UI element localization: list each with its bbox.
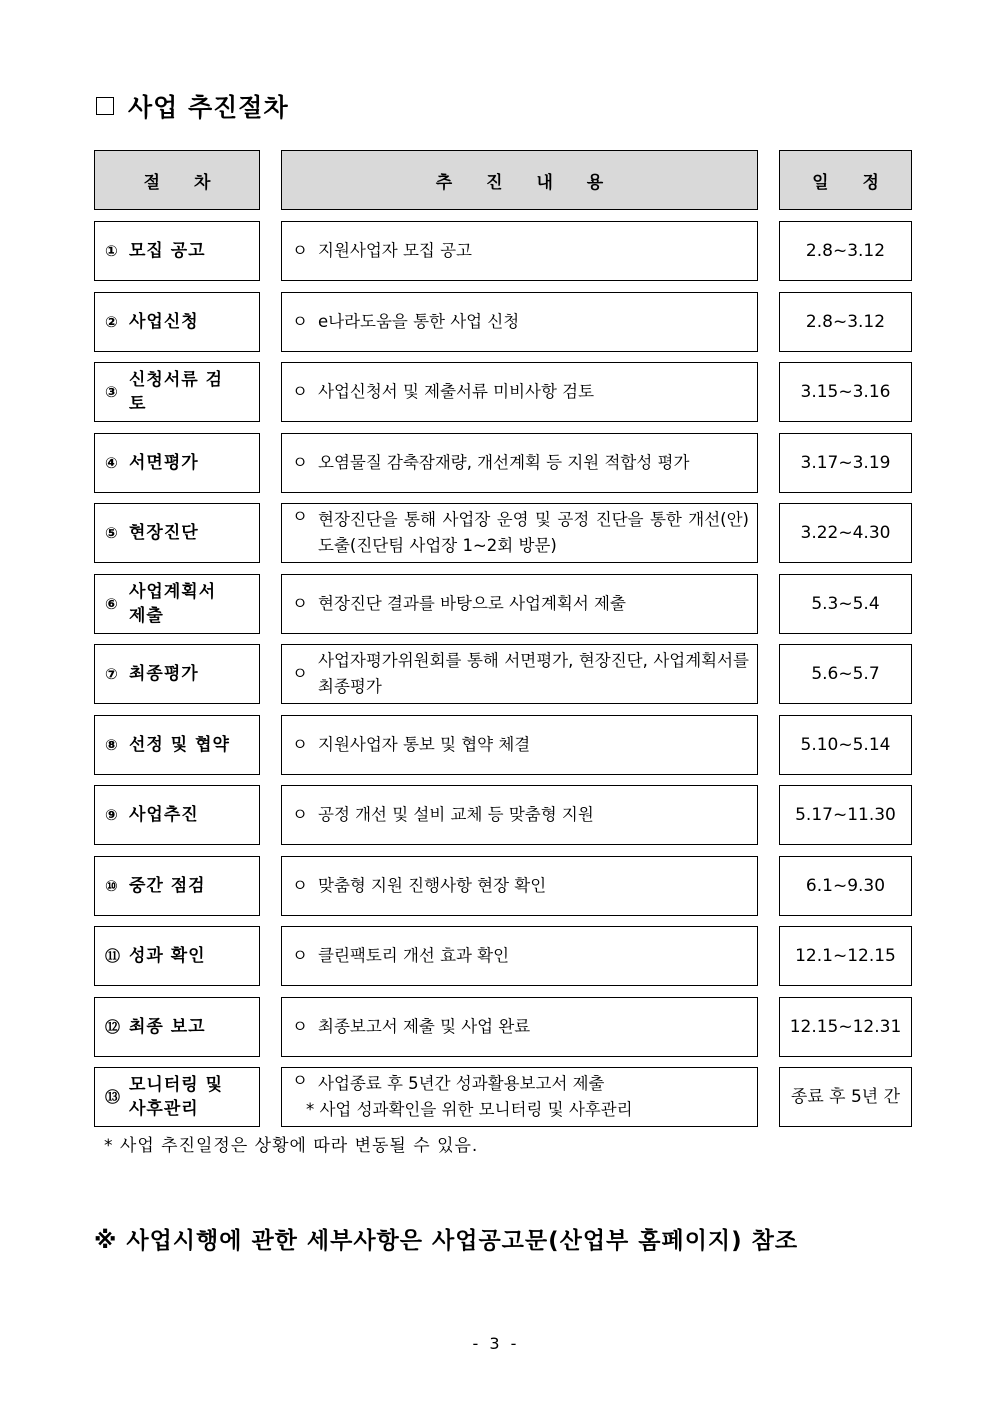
checkbox-square-icon <box>96 97 114 115</box>
bullet-icon: ㅇ <box>292 664 308 683</box>
step-number: ⑬ <box>105 1088 121 1106</box>
step-label: 사업계획서 제출 <box>129 582 217 626</box>
step-label: 현장진단 <box>129 523 199 543</box>
content-text: 맞춤형 지원 진행사항 현장 확인 <box>318 876 547 895</box>
content-text: 사업신청서 및 제출서류 미비사항 검토 <box>318 382 595 401</box>
content-text: e나라도움을 통한 사업 신청 <box>318 312 520 331</box>
content-text: 현장진단 결과를 바탕으로 사업계획서 제출 <box>318 594 626 613</box>
header-schedule: 일 정 <box>779 150 912 210</box>
step-label: 사업추진 <box>129 805 199 825</box>
step-cell <box>94 644 260 704</box>
step-number: ⑥ <box>105 595 118 613</box>
schedule-cell <box>779 715 912 775</box>
step-number: ② <box>105 313 118 331</box>
step-cell <box>94 433 260 493</box>
step-cell <box>94 715 260 775</box>
reference-note: ※ 사업시행에 관한 세부사항은 사업공고문(산업부 홈페이지) 참조 <box>94 1228 799 1254</box>
bullet-icon: ㅇ <box>292 1071 308 1090</box>
bullet-icon: ㅇ <box>292 507 308 526</box>
schedule-text: 5.3~5.4 <box>811 594 880 614</box>
step-cell <box>94 785 260 845</box>
schedule-cell <box>779 362 912 422</box>
schedule-cell <box>779 503 912 563</box>
bullet-icon: ㅇ <box>292 735 308 754</box>
step-cell <box>94 221 260 281</box>
content-text: 최종보고서 제출 및 사업 완료 <box>318 1017 531 1036</box>
content-text: 지원사업자 통보 및 협약 체결 <box>318 735 531 754</box>
step-cell <box>94 997 260 1057</box>
content-cell <box>281 1067 758 1127</box>
content-text: 지원사업자 모집 공고 <box>318 241 472 260</box>
schedule-text: 6.1~9.30 <box>805 876 886 896</box>
bullet-icon: ㅇ <box>292 241 308 260</box>
bullet-icon: ㅇ <box>292 594 308 613</box>
step-label: 선정 및 협약 <box>129 735 230 755</box>
schedule-text: 5.17~11.30 <box>795 805 896 825</box>
content-cell <box>281 221 758 281</box>
bullet-icon: ㅇ <box>292 312 308 331</box>
schedule-text: 2.8~3.12 <box>805 241 886 261</box>
step-cell <box>94 292 260 352</box>
content-cell <box>281 715 758 775</box>
step-number: ⑫ <box>105 1018 121 1036</box>
section-title <box>96 88 289 124</box>
schedule-text: 5.6~5.7 <box>811 664 880 684</box>
schedule-cell <box>779 644 912 704</box>
schedule-cell <box>779 926 912 986</box>
content-cell <box>281 574 758 634</box>
step-number: ⑦ <box>105 665 118 683</box>
step-label: 사업신청 <box>129 312 199 332</box>
bullet-icon: ㅇ <box>292 876 308 895</box>
step-label: 최종 보고 <box>129 1017 206 1037</box>
bullet-icon: ㅇ <box>292 805 308 824</box>
schedule-note: * 사업 추진일정은 상황에 따라 변동될 수 있음. <box>104 1136 479 1156</box>
schedule-cell <box>779 1067 912 1127</box>
content-cell <box>281 433 758 493</box>
step-number: ⑨ <box>105 806 118 824</box>
header-content: 추 진 내 용 <box>281 150 758 210</box>
schedule-text: 2.8~3.12 <box>805 312 886 332</box>
schedule-cell <box>779 292 912 352</box>
step-number: ⑧ <box>105 736 118 754</box>
schedule-text: 종료 후 5년 간 <box>790 1087 901 1107</box>
page-number: - 3 - <box>472 1334 520 1353</box>
content-cell <box>281 503 758 563</box>
step-number: ⑤ <box>105 524 118 542</box>
schedule-text: 3.17~3.19 <box>800 453 891 473</box>
step-cell <box>94 503 260 563</box>
header-step: 절 차 <box>94 150 260 210</box>
schedule-cell <box>779 997 912 1057</box>
step-label: 중간 점검 <box>129 876 206 896</box>
content-text: 클린팩토리 개선 효과 확인 <box>318 946 510 965</box>
step-cell <box>94 362 260 422</box>
step-label: 서면평가 <box>129 453 199 473</box>
step-number: ⑩ <box>105 877 118 895</box>
content-text: 사업종료 후 5년간 성과활용보고서 제출 <box>318 1074 605 1093</box>
step-number: ④ <box>105 454 118 472</box>
step-label: 최종평가 <box>129 664 199 684</box>
bullet-icon: ㅇ <box>292 382 308 401</box>
content-text: 사업자평가위원회를 통해 서면평가, 현장진단, 사업계획서를 최종평가 <box>318 651 749 696</box>
content-text: 공정 개선 및 설비 교체 등 맞춤형 지원 <box>318 805 594 824</box>
step-label: 모니터링 및 사후관리 <box>129 1075 224 1119</box>
schedule-cell <box>779 574 912 634</box>
content-text: 현장진단을 통해 사업장 운영 및 공정 진단을 통한 개선(안) 도출(진단팀 사업장 1~2회 방문) <box>318 510 749 555</box>
content-cell <box>281 856 758 916</box>
section-title-text: 사업 추진절차 <box>128 93 289 122</box>
bullet-icon: ㅇ <box>292 453 308 472</box>
step-cell <box>94 1067 260 1127</box>
content-cell <box>281 997 758 1057</box>
content-cell <box>281 292 758 352</box>
step-cell <box>94 926 260 986</box>
bullet-icon: ㅇ <box>292 946 308 965</box>
schedule-cell <box>779 433 912 493</box>
schedule-text: 5.10~5.14 <box>800 735 891 755</box>
content-cell <box>281 362 758 422</box>
schedule-text: 12.1~12.15 <box>795 946 896 966</box>
bullet-icon: ㅇ <box>292 1017 308 1036</box>
schedule-cell <box>779 785 912 845</box>
step-label: 모집 공고 <box>129 241 206 261</box>
content-text: 오염물질 감축잠재량, 개선계획 등 지원 적합성 평가 <box>318 453 690 472</box>
schedule-cell <box>779 221 912 281</box>
step-label: 신청서류 검토 <box>129 370 224 414</box>
content-subtext: * 사업 성과확인을 위한 모니터링 및 사후관리 <box>306 1100 633 1119</box>
schedule-text: 3.22~4.30 <box>800 523 891 543</box>
schedule-text: 3.15~3.16 <box>800 382 891 402</box>
content-cell <box>281 644 758 704</box>
step-cell <box>94 574 260 634</box>
schedule-cell <box>779 856 912 916</box>
step-label: 성과 확인 <box>129 946 206 966</box>
content-cell <box>281 926 758 986</box>
step-number: ③ <box>105 383 118 401</box>
step-cell <box>94 856 260 916</box>
step-number: ① <box>105 242 118 260</box>
schedule-text: 12.15~12.31 <box>789 1017 902 1037</box>
step-number: ⑪ <box>105 947 121 965</box>
content-cell <box>281 785 758 845</box>
